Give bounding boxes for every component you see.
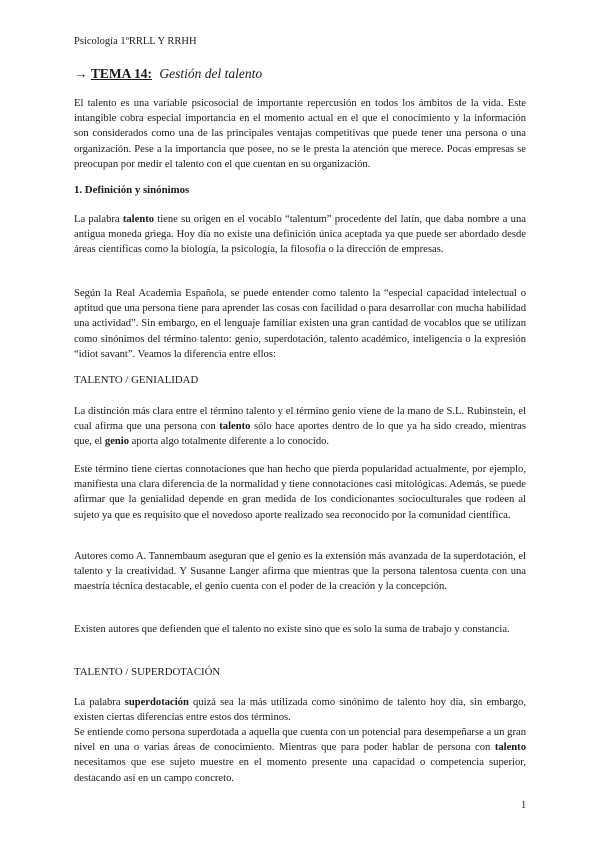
topic-number: TEMA 14:: [90, 66, 153, 81]
keyword-genio: genio: [104, 436, 130, 448]
section-1-paragraph-2: Según la Real Academia Española, se puede entender como talento la “especial capacidad intelectual o aptitud que una persona tiene para aprender las cosas con facilidad o para desarrollar con mucha habilidad una actividad”. Sin embargo, en el lenguaje familiar existen una gran cantidad de vocablos que se utilizan como sinónimos del término talento: genio, superdotación, talento académico, inteligencia o la expresión “idiot savant”. Veamos la diferencia entre ellos:: [74, 288, 526, 360]
superdotacion-paragraph-2: Se entiende como persona superdotada a aquella que cuenta con un potencial para desempeñarse a un gran nivel en una o varias áreas de conocimiento. Mientras que para poder hablar de persona con talento necesitamos que ese sujeto muestre en el momento presente una capacidad o competencia superior, destacando así en un campo concreto.: [74, 727, 526, 784]
keyword-talento: talento: [494, 742, 526, 754]
topic-title: [74, 66, 262, 82]
superdotacion-paragraph-1: La palabra superdotación quizá sea la más utilizada como sinónimo de talento hoy día, sin embargo, existen ciertas diferencias entre estos dos términos.: [74, 697, 526, 724]
page-number: 1: [521, 800, 527, 811]
intro-paragraph: El talento es una variable psicosocial de importante repercusión en todos los ámbitos de la vida. Este intangible cobra especial importancia en el momento actual en el que el conocimiento y la información son considerados como una de las principales ventajas competitivas que puede tener una persona o una organización. Pese a la importancia que posee, no se le presta la atención que merece. Pocas empresas se preocupan por medir el talento con el que cuentan en su organización.: [74, 98, 526, 170]
page-header: Psicología 1ºRRLL Y RRHH: [74, 36, 197, 47]
genialidad-paragraph-4: Existen autores que defienden que el talento no existe sino que es solo la suma de trabajo y constancia.: [74, 624, 510, 635]
section-1-heading: 1. Definición y sinónimos: [74, 184, 190, 196]
keyword-talento: talento: [219, 421, 251, 433]
genialidad-paragraph-3: Autores como A. Tannembaum aseguran que el genio es la extensión más avanzada de la superdotación, el talento y la creatividad. Y Susanne Langer afirma que mientras que la persona talentosa cuenta con una maestría técnica destacable, el genio cuenta con el poder de la creación y la concepción.: [74, 551, 526, 593]
genialidad-paragraph-2: Este término tiene ciertas connotaciones que han hecho que pierda popularidad actualmente, por ejemplo, manifiesta una clara diferencia de la normalidad y tiene connotaciones casi mitológicas. Además, se puede afirmar que la genialidad depende en gran medida de los condicionantes socioculturales que rodeen al sujeto ya que es requisito que el novedoso aporte realizado sea reconocido por la comunidad científica.: [74, 464, 526, 521]
arrow-icon: →: [74, 66, 88, 81]
subsection-genialidad-heading: TALENTO / GENIALIDAD: [74, 374, 199, 386]
keyword-superdotacion: superdotación: [124, 697, 189, 708]
subsection-superdotacion-heading: TALENTO / SUPERDOTACIÓN: [74, 666, 221, 678]
section-1-paragraph-1: La palabra talento tiene su origen en el vocablo “talentum” procedente del latín, que daba nombre a una antigua moneda griega. Hoy día no existe una definición única aceptada ya que puede ser abordado desde áreas científicas como la biología, la psicología, la filosofía o la dirección de empresas.: [74, 214, 526, 256]
genialidad-paragraph-1: La distinción más clara entre el término talento y el término genio viene de la mano de S.L. Rubinstein, el cual afirma que una persona con talento sólo hace aportes dentro de lo que ya ha sido creado, mientras que, el genio aporta algo totalmente diferente a lo conocido.: [74, 406, 526, 448]
topic-name: Gestión del talento: [159, 66, 263, 81]
keyword-talento: talento: [122, 214, 155, 225]
